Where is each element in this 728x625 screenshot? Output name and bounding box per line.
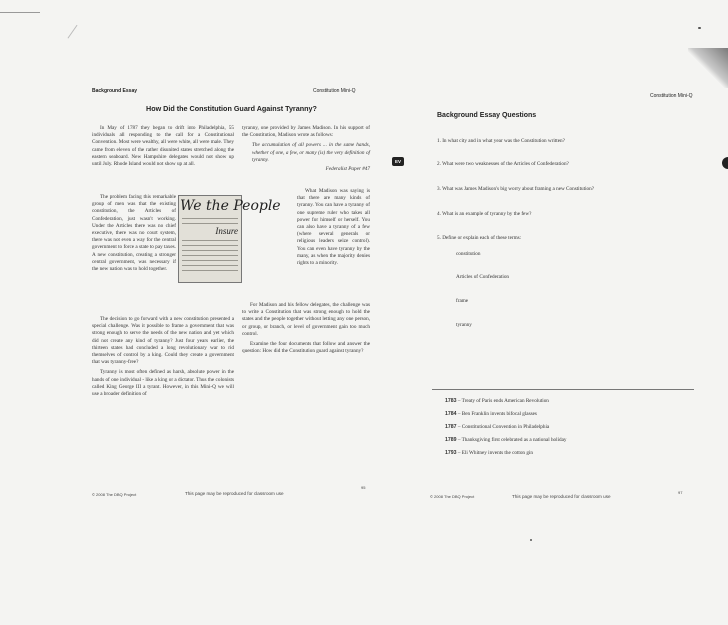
question-5: 5. Define or explain each of these terms: xyxy=(437,235,522,241)
timeline-event: – Thanksgiving first celebrated as a national holiday xyxy=(457,437,567,443)
we-the-people-image xyxy=(178,195,281,283)
right-header-right: Constitution Mini-Q xyxy=(650,93,693,99)
timeline-year: 1783 xyxy=(445,398,457,404)
right-footer-note: This page may be reproduced for classroom use xyxy=(512,494,611,499)
image-script-text: We the People xyxy=(180,198,281,214)
question-2: 2. What were two weaknesses of the Articles of Confederation? xyxy=(437,161,569,167)
essay-column-2 xyxy=(242,125,370,176)
question-3: 3. What was James Madison's big worry about framing a new Constitution? xyxy=(437,186,595,192)
timeline-item xyxy=(445,398,549,404)
term-articles: Articles of Confederation xyxy=(456,274,510,280)
image-small-text: Insure xyxy=(215,226,238,236)
essay-column-1-wrap xyxy=(92,194,176,276)
essay-paragraph: In May of 1787 they began to drift into Philadelphia, 55 individuals all responding to the call for a Constitutional Convention. Most were wealthy, all were white, all were male. They came from eleven of the rather disunited states stretched along the eastern seaboard. New Hampshire delegates would not show up until July. Rhode Island would not show up at all. xyxy=(92,125,234,168)
scan-mark xyxy=(67,25,95,51)
page-edge-tab xyxy=(722,157,728,169)
right-footer-copyright: © 2008 The DBQ Project xyxy=(430,494,475,499)
timeline-item xyxy=(445,411,537,417)
timeline-item xyxy=(445,437,567,443)
left-footer-note: This page may be reproduced for classroom use xyxy=(185,491,284,496)
quote-citation: Federalist Paper #47 xyxy=(325,166,370,173)
left-page-number: 95 xyxy=(361,485,366,490)
page-fold-shadow xyxy=(688,48,728,88)
timeline-item xyxy=(445,450,533,456)
timeline-year: 1784 xyxy=(445,411,457,417)
left-header-left: Background Essay xyxy=(92,88,138,94)
timeline-event: – Ben Franklin invents bifocal glasses xyxy=(457,411,537,417)
timeline-year: 1793 xyxy=(445,450,457,456)
essay-paragraph: The decision to go forward with a new constitution presented a special challenge. Was it possible to frame a government that was strong enough to serve the needs of the new nation and yet which did not create any kind of tyranny? Just four years earlier, the thirteen states had concluded a long revolutionary war to rid themselves of control by a king. Could they create a government that was tyranny-free? xyxy=(92,316,234,366)
question-1: 1. In what city and in what year was the Constitution written? xyxy=(437,138,565,144)
scan-speck xyxy=(698,27,701,29)
scan-speck xyxy=(530,539,532,541)
right-page-number: 97 xyxy=(678,490,683,495)
term-frame: frame xyxy=(456,298,469,304)
scan-mark xyxy=(0,12,40,13)
essay-paragraph: Examine the four documents that follow and answer the question: How did the Constitution guard against tyranny? xyxy=(242,341,370,355)
timeline-event: – Treaty of Paris ends American Revolution xyxy=(457,398,549,404)
question-4: 4. What is an example of tyranny by the few? xyxy=(437,211,532,217)
term-constitution: constitution xyxy=(456,251,481,257)
left-header-right: Constitution Mini-Q xyxy=(313,88,356,94)
essay-paragraph: Tyranny is most often defined as harsh, absolute power in the hands of one individual - like a king or a dictator. Thus the colonists called King George III a tyrant. However, in this Mini-Q we will use a broader definition of xyxy=(92,369,234,398)
timeline-year: 1787 xyxy=(445,424,457,430)
madison-quote: The accumulation of all powers ... in the same hands, whether of one, a few, or many (is) the very definition of tyranny. xyxy=(252,142,370,163)
timeline-divider xyxy=(432,389,694,390)
timeline-event: – Eli Whitney invents the cotton gin xyxy=(457,450,533,456)
left-footer-copyright: © 2008 The DBQ Project xyxy=(92,492,137,497)
essay-paragraph: For Madison and his fellow delegates, the challenge was to write a Constitution that was strong enough to hold the states and the people together without letting any one person, or group, or branch, or level of government gain too much control. xyxy=(242,302,370,337)
essay-paragraph: The problem facing this remarkable group of men was that the existing constitution, the Articles of Confederation, just wasn't working. Under the Articles there was no chief executive, there was no court system, there was not even a way for the central government to force a state to pay taxes. A new constitution, creating a stronger central government, was necessary if the new nation was to hold together. xyxy=(92,194,176,273)
timeline-event: – Constitutional Convention in Philadelphia xyxy=(457,424,550,430)
essay-column-2-lower xyxy=(242,302,370,358)
essay-paragraph: tyranny, one provided by James Madison. In his support of the Constitution, Madison wrote as follows: xyxy=(242,125,370,139)
term-tyranny: tyranny xyxy=(456,322,472,328)
essay-column-1 xyxy=(92,125,234,171)
timeline-item xyxy=(445,424,549,430)
ev-badge: EV xyxy=(392,157,404,166)
questions-title: Background Essay Questions xyxy=(437,112,537,119)
essay-column-1-lower xyxy=(92,316,234,401)
timeline-year: 1789 xyxy=(445,437,457,443)
essay-title: How Did the Constitution Guard Against Tyranny? xyxy=(146,104,317,113)
essay-column-2-wrap xyxy=(297,188,370,270)
essay-paragraph: What Madison was saying is that there are many kinds of tyranny. You can have a tyranny of one supreme ruler who takes all power for himself or herself. You can also have a tyranny of a few (where several generals or religious leaders seize control). You can even have tyranny by the many, as when the majority denies rights to a minority. xyxy=(297,188,370,267)
